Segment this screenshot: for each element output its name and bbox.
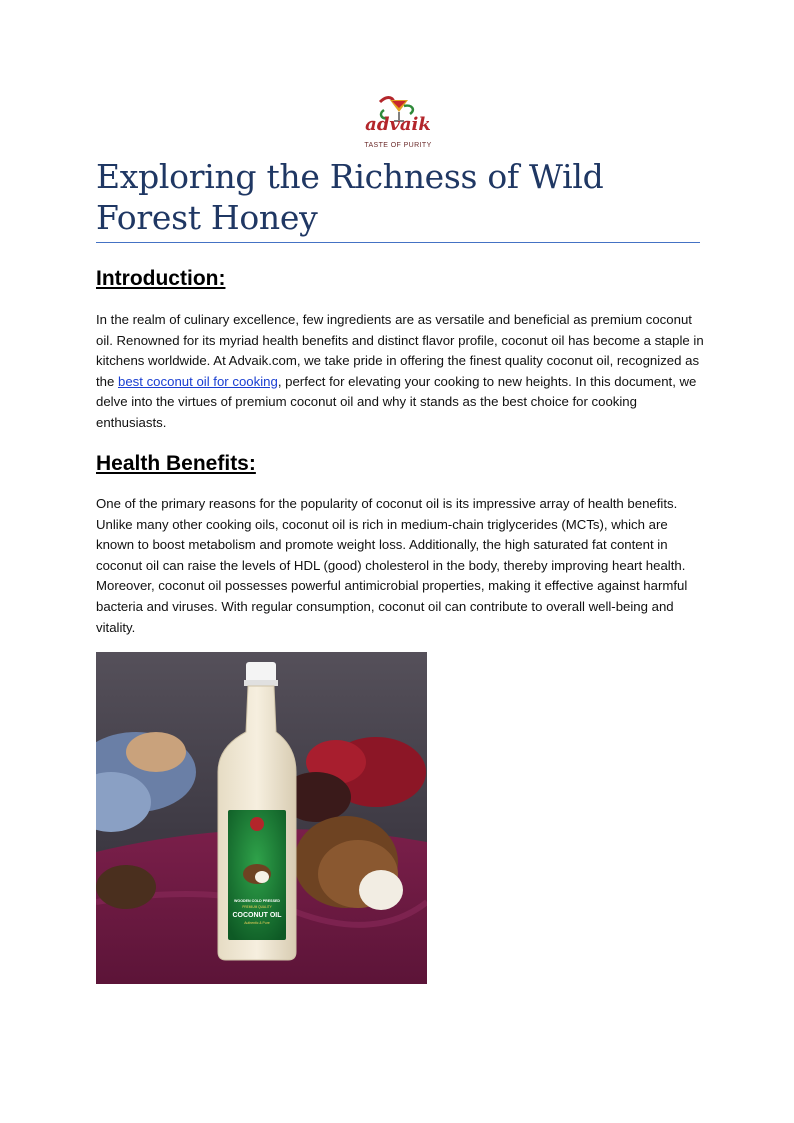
label-line-3: COCONUT OIL <box>232 912 282 919</box>
section-heading-introduction: Introduction: <box>96 267 226 290</box>
brand-name: advaik <box>365 114 431 135</box>
label-line-1: WOODEN COLD PRESSED <box>234 899 280 903</box>
intro-text-after-link: , perfect for elevating your cooking to new heights. In this document, we delve into the virtues of premium coconut oil and why it stands as the best choice for cooking enthusiasts. <box>96 373 697 430</box>
introduction-paragraph <box>96 310 706 434</box>
section-heading-health-benefits: Health Benefits: <box>96 452 256 475</box>
title-divider <box>96 242 700 243</box>
label-line-4: Authentic & Pure <box>244 921 270 925</box>
page-title: Exploring the Richness of Wild Forest Honey <box>96 157 604 237</box>
brand-tagline: TASTE OF PURITY <box>364 142 432 149</box>
health-benefits-paragraph: One of the primary reasons for the popularity of coconut oil is its impressive array of health benefits. Unlike many other cooking oils, coconut oil is rich in medium-chain triglycerides (MCTs), which are known to boost metabolism and promote weight loss. Additionally, the high saturated fat content in coconut oil can raise the levels of HDL (good) cholesterol in the body, thereby improving heart health. Moreover, coconut oil possesses powerful antimicrobial properties, making it effective against harmful bacteria and viruses. With regular consumption, coconut oil can contribute to overall well-being and vitality. <box>96 496 688 635</box>
coconut-oil-product-photo <box>96 652 427 984</box>
brand-logo <box>356 94 440 158</box>
best-coconut-oil-link[interactable]: best coconut oil for cooking <box>118 373 278 389</box>
label-line-2: PREMIUM QUALITY <box>242 905 272 909</box>
intro-text-before-link: In the realm of culinary excellence, few ingredients are as versatile and beneficial as premium coconut oil. Renowned for its myriad health benefits and distinct flavor profile, coconut oil has become a staple in kitchens worldwide. At Advaik.com, we take pride in offering the finest quality coconut oil, recognized as the <box>96 312 704 389</box>
